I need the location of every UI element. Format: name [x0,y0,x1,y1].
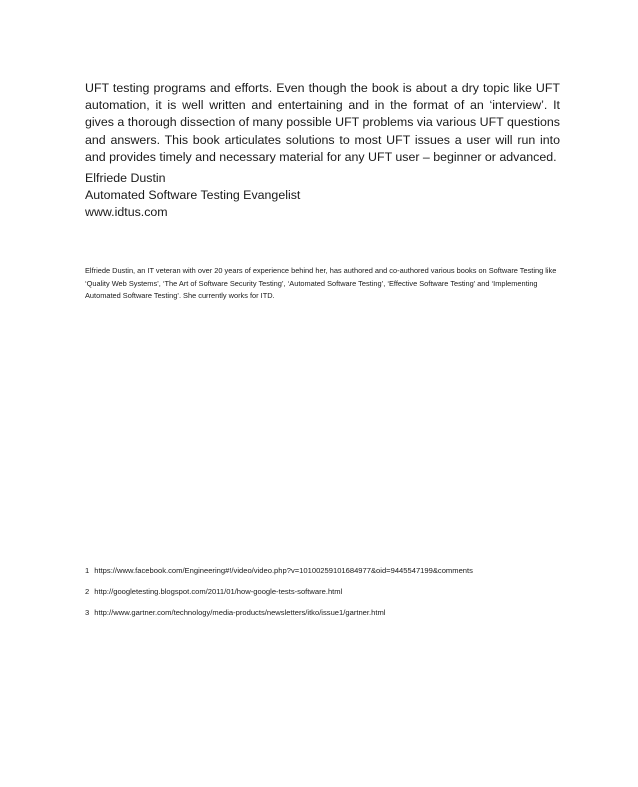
signature-title: Automated Software Testing Evangelist [85,188,301,203]
footnote-link: https://www.facebook.com/Engineering#!/video/video.php?v=10100259101684977&oid=9445547199&comments [94,566,473,575]
signature-website: www.idtus.com [85,205,168,220]
footnote-1 [85,565,565,577]
footnote-number: 3 [85,608,90,617]
footnote-number: 2 [85,587,90,596]
footnote-number: 1 [85,566,90,575]
footnote-3 [85,607,565,619]
footnote-link: http://www.gartner.com/technology/media-products/newsletters/itko/issue1/gartner.html [94,608,386,617]
footnote-link: http://googletesting.blogspot.com/2011/01/how-google-tests-software.html [94,587,343,596]
footnote-2 [85,586,565,598]
body-paragraph: UFT testing programs and efforts. Even though the book is about a dry topic like UFT automation, it is well written and entertaining and in the format of an ‘interview’. It gives a thorough dissection of many possible UFT problems via various UFT questions and answers. This book articulates solutions to most UFT issues a user will run into and provides timely and necessary material for any UFT user – beginner or advanced. [85,81,560,164]
signature-block [85,170,560,222]
footnotes [85,565,565,628]
signature-name: Elfriede Dustin [85,171,166,185]
author-bio: Elfriede Dustin, an IT veteran with over 20 years of experience behind her, has authored and co-authored various books on Software Testing like ‘Quality Web Systems’, ‘The Art of Software Security Testing’, ‘Automated Software Testing’, ‘Effective Software Testing’ and ‘Implementing Automated Software Testing’. She currently works for ITD. [85,266,557,301]
